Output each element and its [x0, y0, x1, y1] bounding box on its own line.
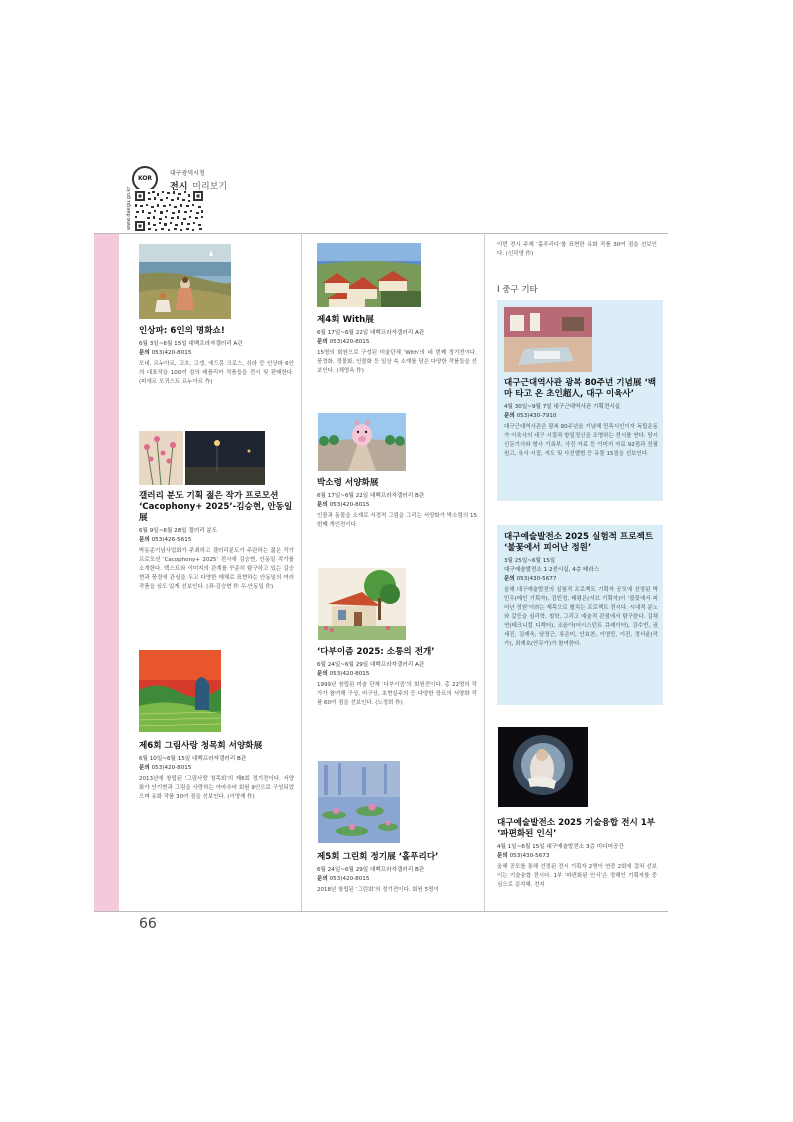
exhibition-item	[504, 532, 658, 649]
exhibition-item	[317, 647, 477, 708]
exhibition-date: 4월 30일~9월 7일 대구근대역사관 기획전시실	[504, 404, 621, 410]
header-url: www.daegu.go.kr	[126, 186, 132, 230]
side-color-bar	[94, 233, 119, 911]
exhibition-date: 4월 1일~6월 15일 대구예술발전소 3층 미디어공간	[497, 844, 624, 850]
contact-label: 문의	[317, 671, 328, 677]
artwork-image-parksoryeong	[318, 413, 406, 471]
exhibition-item	[317, 315, 477, 376]
contact-label: 문의	[139, 765, 150, 771]
header-title	[170, 179, 227, 192]
contact-label: 문의	[317, 502, 328, 508]
section-heading: I 중구 기타	[497, 285, 538, 295]
exhibition-contact	[317, 670, 477, 679]
contact-label: 문의	[139, 350, 150, 356]
artwork-image-cheongmok	[139, 650, 221, 732]
exhibition-desc: 인물과 동물을 소재로 서정적 그림을 그리는 서양화가 박소령의 15번째 개인전이다.	[317, 513, 477, 528]
exhibition-contact	[504, 575, 658, 584]
continued-text	[497, 241, 657, 259]
exhibition-title: 박소령 서양화展	[317, 478, 379, 488]
exhibition-item	[139, 741, 294, 802]
contact-number: 053)420-8015	[329, 339, 370, 345]
exhibition-date: 6월 17일~6월 22일 대백프라자갤러리 B관	[317, 493, 425, 499]
exhibition-title: 제4회 With展	[317, 315, 374, 325]
exhibition-desc: 2013년에 창립된 ‘그림사랑 청목회’의 제6회 정기전이다. 서양화가 안기현과 그림을 사랑하는 아마추어 회원 9인으로 구성되었으며 유화 작품 30여 점을 선보인다. (이영재 作)	[139, 776, 294, 800]
artwork-image-greenhoe	[318, 761, 400, 843]
exhibition-desc: 1999년 창립된 미술 단체 ‘다부이즘’의 회원전이다. 총 22명의 작가가 참여해 구상, 비구상, 초현실주의 등 다양한 장르의 서양화 작품 60여 점을 선보인다. (노정희 作)	[317, 682, 477, 706]
exhibition-desc: 올해 대구예술발전의 실험적 프로젝트 기획자 공모에 선정된 박민우(메인 기획자), 김민정, 태평은(서브 기획자)이 ‘불꽃에서 피어난 정원’이라는 제목으로 펼치는 프로젝트 전시다. 시대적 분노와 갈등을 심리학, 철학, 그리고 예술적 관점에서 탐구한다. 김채연(테크니컬 디렉터), 조윤아(어시스턴트 큐레이터), 강수빈, 권세진, 김재욱, 남정근, 류은미, 안효찬, 이영민, 이진, 정서윤(작가), 최재호(안무가)가 참여한다.	[504, 587, 658, 647]
exhibition-item	[317, 478, 477, 530]
artwork-image-fragmented	[498, 727, 588, 807]
top-rule	[94, 233, 668, 234]
exhibition-date: 6월 10일~6월 15일 대백프라자갤러리 B관	[139, 756, 247, 762]
contact-label: 문의	[139, 537, 150, 543]
qr-code-icon	[133, 189, 205, 233]
contact-number: 053)426-5615	[151, 537, 192, 543]
column-divider	[301, 233, 302, 911]
exhibition-contact	[139, 349, 294, 358]
contact-label: 문의	[504, 576, 515, 582]
page-number: 66	[139, 916, 157, 932]
artwork-image-bundo	[139, 431, 265, 485]
exhibition-item	[504, 378, 658, 459]
exhibition-contact	[497, 852, 657, 861]
contact-label: 문의	[504, 413, 515, 419]
exhibition-title: 인상파: 6인의 명화쇼!	[139, 326, 225, 336]
contact-number: 053)430-5673	[509, 853, 550, 859]
exhibition-title: 대구예술발전소 2025 기술융합 전시 1부 ‘파편화된 인식’	[497, 818, 656, 839]
exhibition-desc: 박동준기념사업회가 주최하고 갤러리분도가 주관하는 젊은 작가 프로모션 ‘Cacophony+ 2025’ 전시에 김승현, 안동일 작가를 소개한다. 텍스트와 이미지의 관계를 꾸준히 탐구하고 있는 김승현과 풍경에 관심을 두고 다양한 매체로 표현하는 안동일의 여러 작품을 심도 있게 선보인다. (좌-김승현 作 우-안동일 作)	[139, 548, 294, 590]
contact-number: 053)420-8015	[151, 765, 192, 771]
exhibition-title: 대구근대역사관 광복 80주년 기념展 ‘백마 타고 온 초인超人, 대구 이육사’	[504, 378, 657, 399]
exhibition-contact	[317, 338, 477, 347]
exhibition-desc: 2018년 창립된 ‘그린회’의 정기전이다. 회원 5명이	[317, 887, 439, 893]
exhibition-item	[497, 818, 657, 890]
contact-number: 053)420-8015	[329, 502, 370, 508]
contact-label: 문의	[317, 339, 328, 345]
exhibition-desc: 대구근대역사관은 광복 80주년을 기념해 민족시인이자 독립운동가 이육사의 대구 시절과 항일정신을 조명하는 전시를 연다. 당시 신문기사와 형사 기록부, 사진 자료 등 이미지 자료 92점과 친필 원고, 육사 시집, 지도 및 사진앨범 등 유물 15점을 선보인다.	[504, 424, 658, 457]
exhibition-date: 3월 25일~6월 15일	[504, 558, 556, 564]
contact-label: 문의	[317, 876, 328, 882]
exhibition-contact	[317, 501, 477, 510]
exhibition-title: 제6회 그림사랑 청목회 서양화展	[139, 741, 263, 751]
exhibition-place: 대구예술발전소 1·2전시실, 4층 테라스	[504, 567, 600, 573]
header-org: 대구광역시청	[170, 170, 205, 177]
column-divider	[484, 233, 485, 911]
header-title-bold: 전시	[170, 182, 188, 192]
exhibition-date: 6월 24일~6월 29일 대백프라자갤러리 B관	[317, 867, 425, 873]
contact-label: 문의	[497, 853, 508, 859]
exhibition-date: 6월 3일~6월 15일 대백프라자갤러리 A관	[139, 341, 243, 347]
contact-number: 053)420-8015	[151, 350, 192, 356]
exhibition-contact	[504, 412, 658, 421]
continued-desc: 이번 전시 주제 ‘홀푸리다’를 표현한 유화 작품 30여 점을 선보인다. (신덕영 作)	[497, 242, 657, 257]
exhibition-item	[139, 491, 294, 592]
exhibition-title: 제5회 그린회 정기展 ‘홀푸리다’	[317, 852, 439, 862]
exhibition-item	[317, 852, 477, 895]
artwork-image-yuksa	[504, 307, 592, 372]
header-title-sub: 미리보기	[192, 182, 228, 192]
exhibition-date: 6월 17일~6월 22일 대백프라자갤러리 A관	[317, 330, 425, 336]
exhibition-title: ‘다부이즘 2025: 소통의 전개’	[317, 647, 435, 657]
exhibition-contact	[317, 875, 477, 884]
exhibition-desc: 모네, 르누아르, 고흐, 고갱, 에드몽 크로스, 쉬라 등 인상파 6인의 대표작을 100여 점의 레플리카 작품들을 전시 및 판매한다. (피에르 오귀스트 르누아르 作)	[139, 361, 294, 385]
artwork-image-renoir	[139, 244, 231, 319]
artwork-image-dabuism	[318, 568, 406, 640]
exhibition-title: 대구예술발전소 2025 실험적 프로젝트 ‘불꽃에서 피어난 정원’	[504, 532, 654, 553]
contact-number: 053)430-7910	[516, 413, 557, 419]
exhibition-date: 6월 24일~6월 29일 대백프라자갤러리 A관	[317, 662, 425, 668]
artwork-image-with	[317, 243, 421, 307]
exhibition-item	[139, 326, 294, 387]
exhibition-date: 6월 9일~6월 28일 갤러리 분도	[139, 528, 218, 534]
contact-number: 053)420-8015	[329, 671, 370, 677]
contact-number: 053)430-5677	[516, 576, 557, 582]
exhibition-contact	[139, 536, 294, 545]
exhibition-contact	[139, 764, 294, 773]
exhibition-desc: 15명의 회원으로 구성된 미술단체 ‘With’의 네 번째 정기전이다. 풍경화, 정물화, 인물화 등 일상 속 소재를 담은 다양한 작품들을 선보인다. (채영옥 作)	[317, 350, 477, 374]
kor-badge-logo: KOR	[132, 166, 158, 192]
contact-number: 053)420-8015	[329, 876, 370, 882]
exhibition-title: 갤러리 분도 기획 젊은 작가 프로모션 ‘Cacophony+ 2025’-김승현, 안동일展	[139, 491, 293, 523]
bottom-rule	[94, 911, 668, 912]
exhibition-desc: 올해 공모를 통해 선정된 전시 기획자 2명이 연중 2회에 걸쳐 선보이는 기술융합 전시다. 1부 ‘파편화된 인식’은 정해인 기획자를 중심으로 김지혜, 전지	[497, 864, 657, 888]
